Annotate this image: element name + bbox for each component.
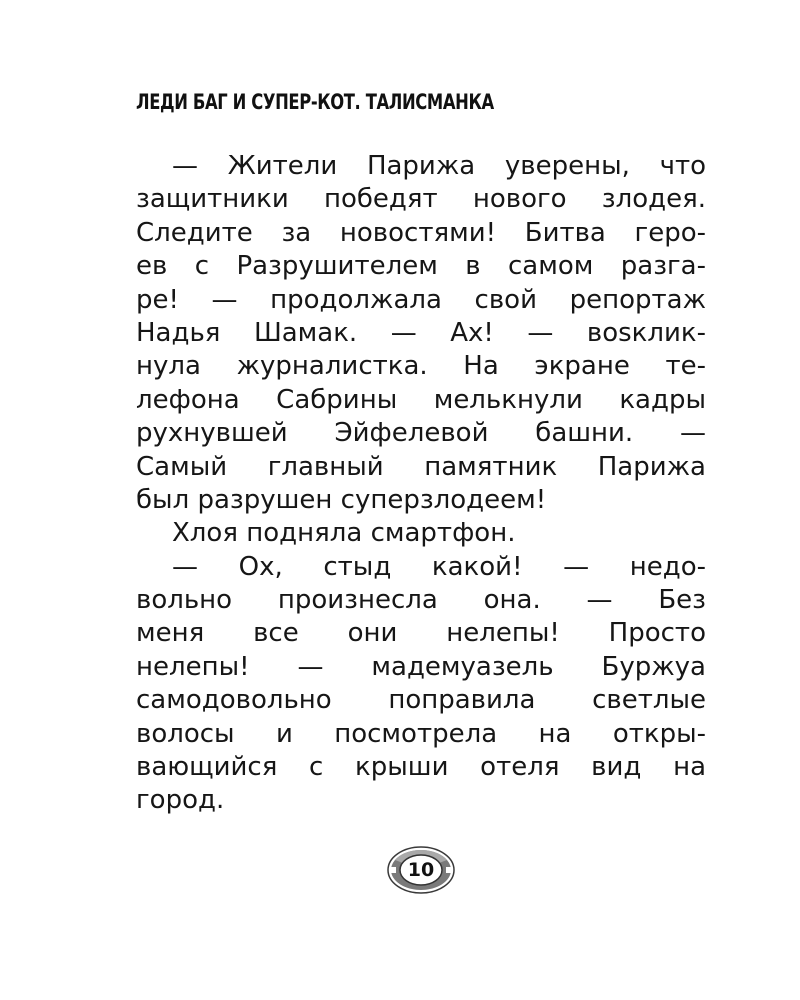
text-line: Хлоя подняла смартфон. [172,518,516,549]
text-line: Следите за новостями! Битва геро- [136,217,706,248]
text-line: вающийся с крыши отеля вид на [136,752,706,783]
page-number: 10 [407,859,435,881]
text-line: защитники победят нового злодея. [136,184,706,215]
text-line: ре! — продолжала свой репортаж [136,284,706,315]
text-line: нелепы! — мадемуазель Буржуа [136,651,706,682]
text-line: рухнувшей Эйфелевой башни. — [136,418,706,449]
text-line: Надья Шамак. — Ах! — воsклик- [136,317,706,348]
text-line: — Жители Парижа уверены, что [172,151,706,181]
text-line: самодовольно поправила светлые [136,685,706,716]
text-line: вольно произнесла она. — Без [136,585,706,616]
text-line: Самый главный памятник Парижа [136,451,706,482]
text-line: — Ох, стыд какой! — недо- [172,551,706,582]
text-line: нула журналистка. На экране те- [136,351,706,382]
text-line: ев с Разрушителем в самом разга- [136,251,706,282]
text-line: меня все они нелепы! Просто [136,618,706,649]
body-text [136,150,706,818]
running-head-title: ЛЕДИ БАГ И СУПЕР-КОТ. ТАЛИСМАНКА [136,90,494,114]
text-line: лефона Сабрины мелькнули кадры [136,384,706,415]
text-line: волосы и посмотрела на откры- [136,718,706,749]
text-line: город. [136,785,225,816]
text-line: был разрушен суперзлодеем! [136,484,547,515]
page-number-badge [387,846,455,894]
